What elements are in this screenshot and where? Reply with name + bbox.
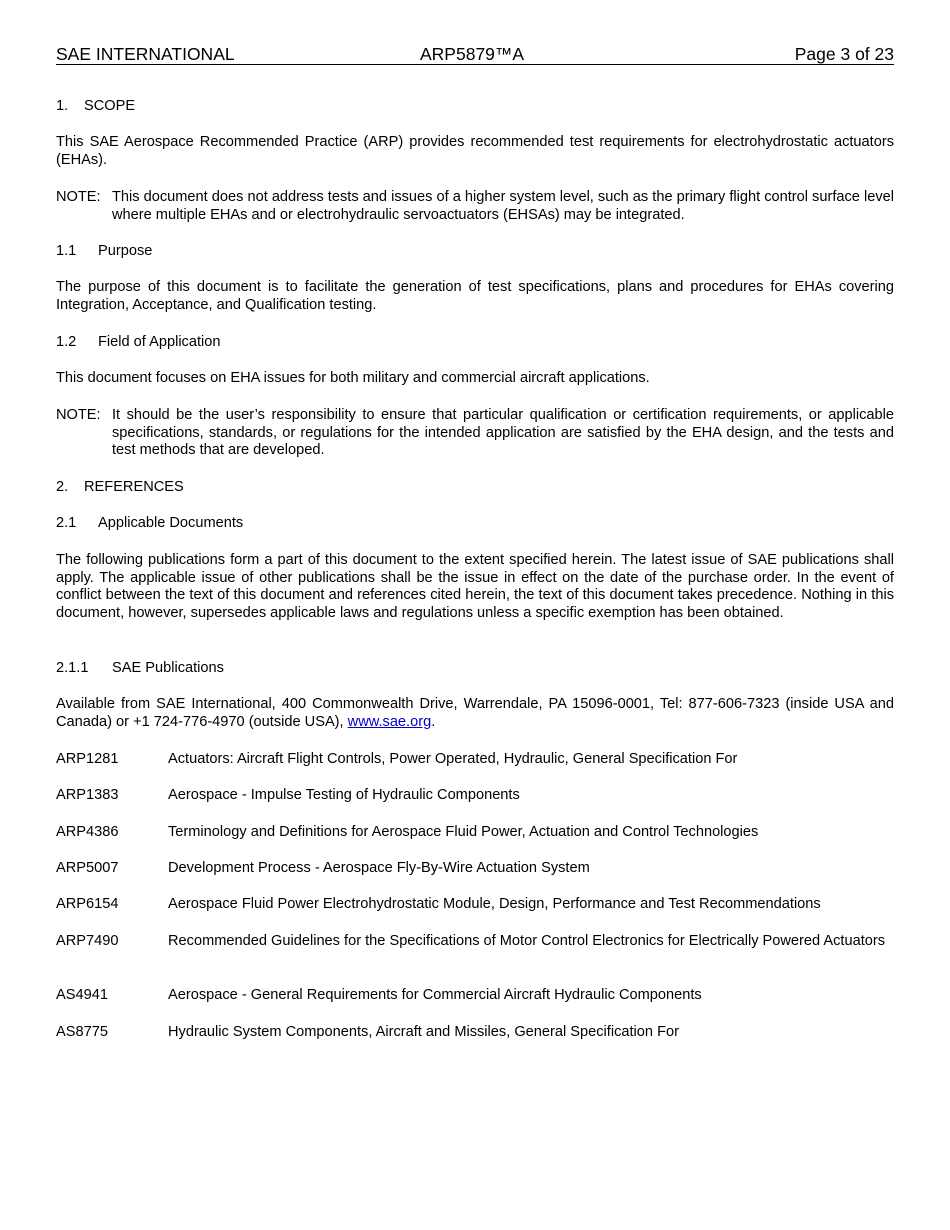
scope-note: [56, 189, 894, 224]
sae-website-link[interactable]: www.sae.org: [347, 713, 432, 730]
reference-code: ARP1383: [56, 787, 119, 803]
reference-title: Development Process - Aerospace Fly-By-Wire Actuation System: [168, 860, 590, 876]
reference-title: Terminology and Definitions for Aerospace Fluid Power, Actuation and Control Technologies: [168, 824, 759, 840]
availability-text-end: .: [431, 713, 436, 730]
reference-code: AS4941: [56, 987, 108, 1003]
section-heading-scope: [56, 98, 894, 116]
sae-availability-paragraph: [56, 696, 894, 731]
reference-item: [56, 787, 894, 805]
note-text: This document does not address tests and issues of a higher system level, such as the primary flight control surface level where multiple EHAs and or electrohydraulic servoactuators (EHSAs) may be integrated.: [112, 189, 894, 223]
note-label: NOTE:: [56, 407, 101, 423]
reference-title: Actuators: Aircraft Flight Controls, Power Operated, Hydraulic, General Specification For: [168, 751, 738, 767]
availability-text: Available from SAE International, 400 Commonwealth Drive, Warrendale, PA 15096-0001, Tel: 877-606-7323 (inside USA and Canada) or +1 724-776-4970 (outside USA),: [56, 696, 894, 730]
section-heading-purpose: [56, 243, 894, 261]
section-title: Purpose: [98, 243, 153, 259]
reference-item: [56, 860, 894, 878]
section-number: 1.2: [56, 334, 77, 350]
section-title: SAE Publications: [112, 660, 224, 676]
section-number: 1.: [56, 98, 69, 114]
reference-code: ARP1281: [56, 751, 119, 767]
reference-item: [56, 824, 894, 842]
section-title: SCOPE: [84, 98, 136, 114]
reference-item: [56, 987, 894, 1005]
applicable-paragraph: The following publications form a part of this document to the extent specified herein. The latest issue of SAE publications shall apply. The applicable issue of other publications shall be the issue in effect on the date of the purchase order. In the event of conflict between the text of this document and references cited herein, the text of this document takes precedence. Nothing in this document, however, supersedes applicable laws and regulations unless a specific exemption has been obtained.: [56, 552, 894, 621]
reference-item: [56, 933, 894, 951]
reference-title: Aerospace - General Requirements for Commercial Aircraft Hydraulic Components: [168, 987, 702, 1003]
reference-item: [56, 751, 894, 769]
header-page-number: Page 3 of 23: [794, 44, 894, 64]
section-title: Field of Application: [98, 334, 221, 350]
section-heading-field-of-application: [56, 334, 894, 352]
page-header: [56, 44, 894, 65]
reference-code: ARP5007: [56, 860, 119, 876]
section-title: Applicable Documents: [98, 515, 244, 531]
field-note: [56, 407, 894, 460]
section-heading-sae-publications: [56, 660, 894, 678]
section-number: 2.1.1: [56, 660, 89, 676]
reference-code: AS8775: [56, 1024, 108, 1040]
section-title: REFERENCES: [84, 479, 184, 495]
scope-paragraph: This SAE Aerospace Recommended Practice (ARP) provides recommended test requirements for electrohydrostatic actuators (EHAs).: [56, 134, 894, 168]
header-org: SAE INTERNATIONAL: [56, 44, 235, 64]
reference-item: [56, 1024, 894, 1042]
note-text: It should be the user’s responsibility to ensure that particular qualification or certification requirements, or applicable specifications, standards, or regulations for the intended application are satisfied by the EHA design, and the tests and test methods that are developed.: [112, 407, 894, 458]
reference-item: [56, 896, 894, 914]
reference-title: Hydraulic System Components, Aircraft and Missiles, General Specification For: [168, 1024, 679, 1040]
note-label: NOTE:: [56, 189, 101, 205]
reference-title: Aerospace Fluid Power Electrohydrostatic Module, Design, Performance and Test Recommendations: [168, 896, 821, 912]
section-number: 2.: [56, 479, 69, 495]
section-heading-applicable-documents: [56, 515, 894, 533]
reference-code: ARP4386: [56, 824, 119, 840]
section-number: 1.1: [56, 243, 77, 259]
section-number: 2.1: [56, 515, 77, 531]
purpose-paragraph: The purpose of this document is to facilitate the generation of test specifications, plans and procedures for EHAs covering Integration, Acceptance, and Qualification testing.: [56, 279, 894, 313]
reference-code: ARP6154: [56, 896, 119, 912]
reference-code: ARP7490: [56, 933, 119, 949]
field-paragraph: This document focuses on EHA issues for both military and commercial aircraft applications.: [56, 370, 650, 386]
reference-title: Aerospace - Impulse Testing of Hydraulic Components: [168, 787, 520, 803]
reference-title: Recommended Guidelines for the Specifications of Motor Control Electronics for Electrically Powered Actuators: [168, 933, 886, 949]
header-doc-id: ARP5879™A: [420, 44, 525, 64]
section-heading-references: [56, 479, 894, 497]
